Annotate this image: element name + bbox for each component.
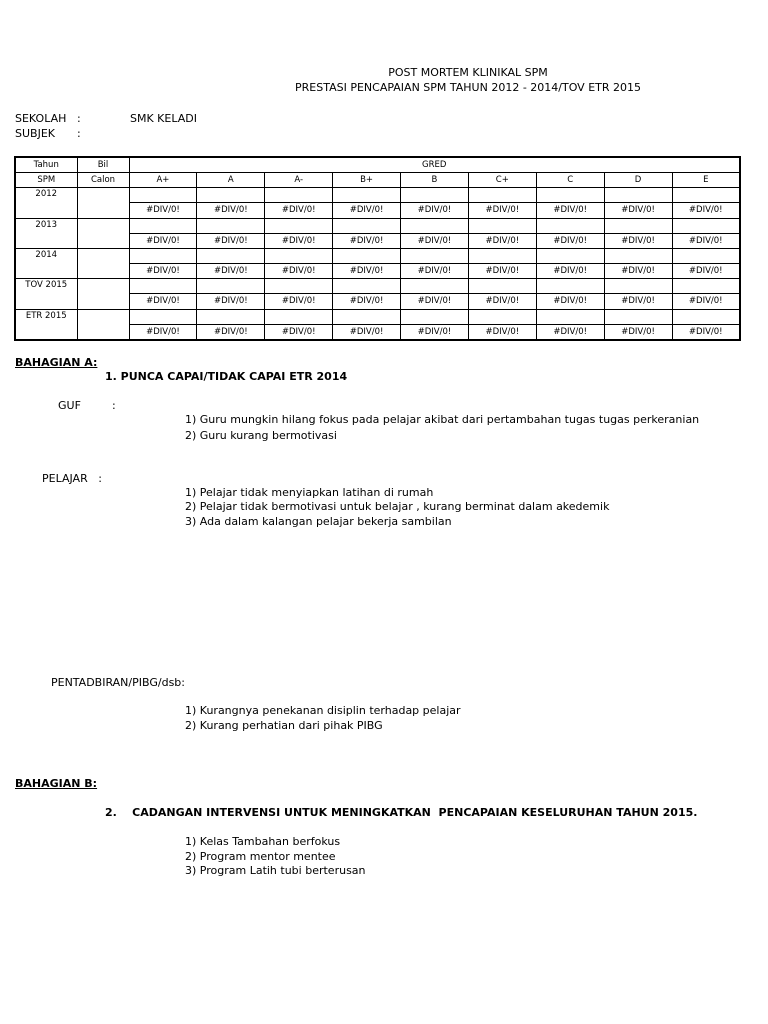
count-cell: [129, 279, 197, 294]
percentage-cell: #DIV/0!: [265, 203, 333, 218]
year-cell: 2014: [15, 248, 77, 278]
grade-header: A: [197, 173, 265, 188]
grade-header: C: [536, 173, 604, 188]
count-cell: [197, 279, 265, 294]
percentage-cell: #DIV/0!: [468, 264, 536, 279]
percentage-cell: #DIV/0!: [536, 324, 604, 340]
count-cell: [333, 218, 401, 233]
intervensi-item: 1) Kelas Tambahan berfokus: [185, 835, 341, 848]
title-line-1: POST MORTEM KLINIKAL SPM: [388, 66, 548, 79]
percentage-cell: #DIV/0!: [265, 294, 333, 309]
percentage-cell: #DIV/0!: [672, 324, 740, 340]
grade-header: E: [672, 173, 740, 188]
percentage-cell: #DIV/0!: [468, 294, 536, 309]
percentage-cell: #DIV/0!: [197, 203, 265, 218]
count-cell: [129, 309, 197, 324]
grade-header: A-: [265, 173, 333, 188]
percentage-cell: #DIV/0!: [401, 233, 469, 248]
bil-calon-cell: [77, 248, 129, 278]
percentage-cell: #DIV/0!: [604, 324, 672, 340]
count-cell: [129, 188, 197, 203]
table-header-row-2: [15, 173, 740, 188]
count-cell: [197, 188, 265, 203]
table-row: [15, 188, 740, 203]
table-row: [15, 248, 740, 263]
guru-colon: :: [112, 399, 116, 412]
header-spm: SPM: [15, 173, 77, 188]
percentage-cell: #DIV/0!: [536, 264, 604, 279]
count-cell: [468, 188, 536, 203]
percentage-cell: #DIV/0!: [536, 294, 604, 309]
header-calon: Calon: [77, 173, 129, 188]
percentage-cell: #DIV/0!: [197, 264, 265, 279]
count-cell: [197, 248, 265, 263]
percentage-cell: #DIV/0!: [265, 233, 333, 248]
percentage-cell: #DIV/0!: [129, 233, 197, 248]
grade-header: C+: [468, 173, 536, 188]
percentage-cell: #DIV/0!: [129, 294, 197, 309]
bil-calon-cell: [77, 279, 129, 309]
sekolah-colon: :: [77, 112, 81, 125]
grade-header: D: [604, 173, 672, 188]
count-cell: [265, 248, 333, 263]
count-cell: [333, 309, 401, 324]
count-cell: [536, 248, 604, 263]
guru-label: GUF: [58, 399, 81, 412]
sekolah-label: SEKOLAH: [15, 112, 67, 125]
count-cell: [536, 309, 604, 324]
count-cell: [333, 279, 401, 294]
percentage-cell: #DIV/0!: [604, 294, 672, 309]
count-cell: [604, 248, 672, 263]
percentage-cell: #DIV/0!: [197, 233, 265, 248]
table-header-row-1: [15, 157, 740, 173]
percentage-cell: #DIV/0!: [672, 233, 740, 248]
count-cell: [672, 218, 740, 233]
percentage-cell: #DIV/0!: [604, 264, 672, 279]
count-cell: [197, 309, 265, 324]
count-cell: [468, 248, 536, 263]
count-cell: [536, 218, 604, 233]
pelajar-item: 3) Ada dalam kalangan pelajar bekerja sambilan: [185, 515, 452, 528]
count-cell: [265, 309, 333, 324]
title-line-2: PRESTASI PENCAPAIAN SPM TAHUN 2012 - 2014/TOV ETR 2015: [295, 81, 641, 94]
bil-calon-cell: [77, 188, 129, 218]
bahagian-b-heading: BAHAGIAN B:: [15, 777, 98, 790]
percentage-cell: #DIV/0!: [604, 203, 672, 218]
bahagian-b-title: 2. CADANGAN INTERVENSI UNTUK MENINGKATKAN PENCAPAIAN KESELURUHAN TAHUN 2015.: [105, 806, 698, 819]
guru-item: 2) Guru kurang bermotivasi: [185, 429, 337, 442]
percentage-cell: #DIV/0!: [129, 264, 197, 279]
count-cell: [333, 188, 401, 203]
pentadbiran-item: 1) Kurangnya penekanan disiplin terhadap pelajar: [185, 704, 461, 717]
count-cell: [401, 279, 469, 294]
intervensi-item: 2) Program mentor mentee: [185, 850, 336, 863]
percentage-cell: #DIV/0!: [197, 324, 265, 340]
percentage-cell: #DIV/0!: [672, 294, 740, 309]
count-cell: [604, 279, 672, 294]
percentage-cell: #DIV/0!: [536, 203, 604, 218]
sekolah-value: SMK KELADI: [130, 112, 197, 125]
count-cell: [672, 188, 740, 203]
year-cell: ETR 2015: [15, 309, 77, 340]
percentage-cell: #DIV/0!: [333, 203, 401, 218]
year-cell: 2013: [15, 218, 77, 248]
pelajar-item: 2) Pelajar tidak bermotivasi untuk belajar , kurang berminat dalam akedemik: [185, 500, 610, 513]
percentage-cell: #DIV/0!: [401, 324, 469, 340]
bil-calon-cell: [77, 218, 129, 248]
count-cell: [672, 279, 740, 294]
table-row: [15, 218, 740, 233]
count-cell: [129, 218, 197, 233]
pentadbiran-item: 2) Kurang perhatian dari pihak PIBG: [185, 719, 383, 732]
bahagian-a-title: 1. PUNCA CAPAI/TIDAK CAPAI ETR 2014: [105, 370, 348, 383]
percentage-cell: #DIV/0!: [401, 264, 469, 279]
pentadbiran-label: PENTADBIRAN/PIBG/dsb:: [51, 676, 185, 689]
bahagian-a-heading: BAHAGIAN A:: [15, 356, 98, 369]
count-cell: [604, 309, 672, 324]
header-tahun: Tahun: [15, 157, 77, 173]
percentage-cell: #DIV/0!: [536, 233, 604, 248]
count-cell: [536, 279, 604, 294]
count-cell: [468, 218, 536, 233]
percentage-cell: #DIV/0!: [265, 264, 333, 279]
subjek-colon: :: [77, 127, 81, 140]
count-cell: [468, 309, 536, 324]
percentage-cell: #DIV/0!: [129, 203, 197, 218]
count-cell: [401, 309, 469, 324]
count-cell: [401, 218, 469, 233]
percentage-cell: #DIV/0!: [333, 233, 401, 248]
percentage-cell: #DIV/0!: [672, 203, 740, 218]
grade-header: B+: [333, 173, 401, 188]
count-cell: [265, 188, 333, 203]
header-gred: GRED: [129, 157, 740, 173]
percentage-cell: #DIV/0!: [333, 324, 401, 340]
subjek-label: SUBJEK: [15, 127, 55, 140]
table-row: [15, 279, 740, 294]
percentage-cell: #DIV/0!: [197, 294, 265, 309]
percentage-cell: #DIV/0!: [468, 324, 536, 340]
count-cell: [265, 218, 333, 233]
percentage-cell: #DIV/0!: [401, 294, 469, 309]
count-cell: [672, 248, 740, 263]
count-cell: [333, 248, 401, 263]
count-cell: [401, 188, 469, 203]
percentage-cell: #DIV/0!: [265, 324, 333, 340]
count-cell: [536, 188, 604, 203]
guru-item: 1) Guru mungkin hilang fokus pada pelajar akibat dari pertambahan tugas tugas perkeranian: [185, 413, 700, 426]
percentage-cell: #DIV/0!: [333, 264, 401, 279]
count-cell: [401, 248, 469, 263]
percentage-cell: #DIV/0!: [468, 233, 536, 248]
grade-table-body: [15, 157, 740, 340]
intervensi-item: 3) Program Latih tubi berterusan: [185, 864, 366, 877]
percentage-cell: #DIV/0!: [672, 264, 740, 279]
percentage-cell: #DIV/0!: [401, 203, 469, 218]
pelajar-label: PELAJAR :: [42, 472, 102, 485]
grade-header: A+: [129, 173, 197, 188]
year-cell: TOV 2015: [15, 279, 77, 309]
count-cell: [197, 218, 265, 233]
year-cell: 2012: [15, 188, 77, 218]
header-bil: Bil: [77, 157, 129, 173]
percentage-cell: #DIV/0!: [604, 233, 672, 248]
bil-calon-cell: [77, 309, 129, 340]
percentage-cell: #DIV/0!: [129, 324, 197, 340]
percentage-cell: #DIV/0!: [468, 203, 536, 218]
count-cell: [265, 279, 333, 294]
table-row: [15, 309, 740, 324]
count-cell: [604, 188, 672, 203]
grade-header: B: [401, 173, 469, 188]
count-cell: [468, 279, 536, 294]
count-cell: [672, 309, 740, 324]
percentage-cell: #DIV/0!: [333, 294, 401, 309]
grade-table: [14, 156, 741, 341]
count-cell: [604, 218, 672, 233]
count-cell: [129, 248, 197, 263]
pelajar-item: 1) Pelajar tidak menyiapkan latihan di rumah: [185, 486, 434, 499]
